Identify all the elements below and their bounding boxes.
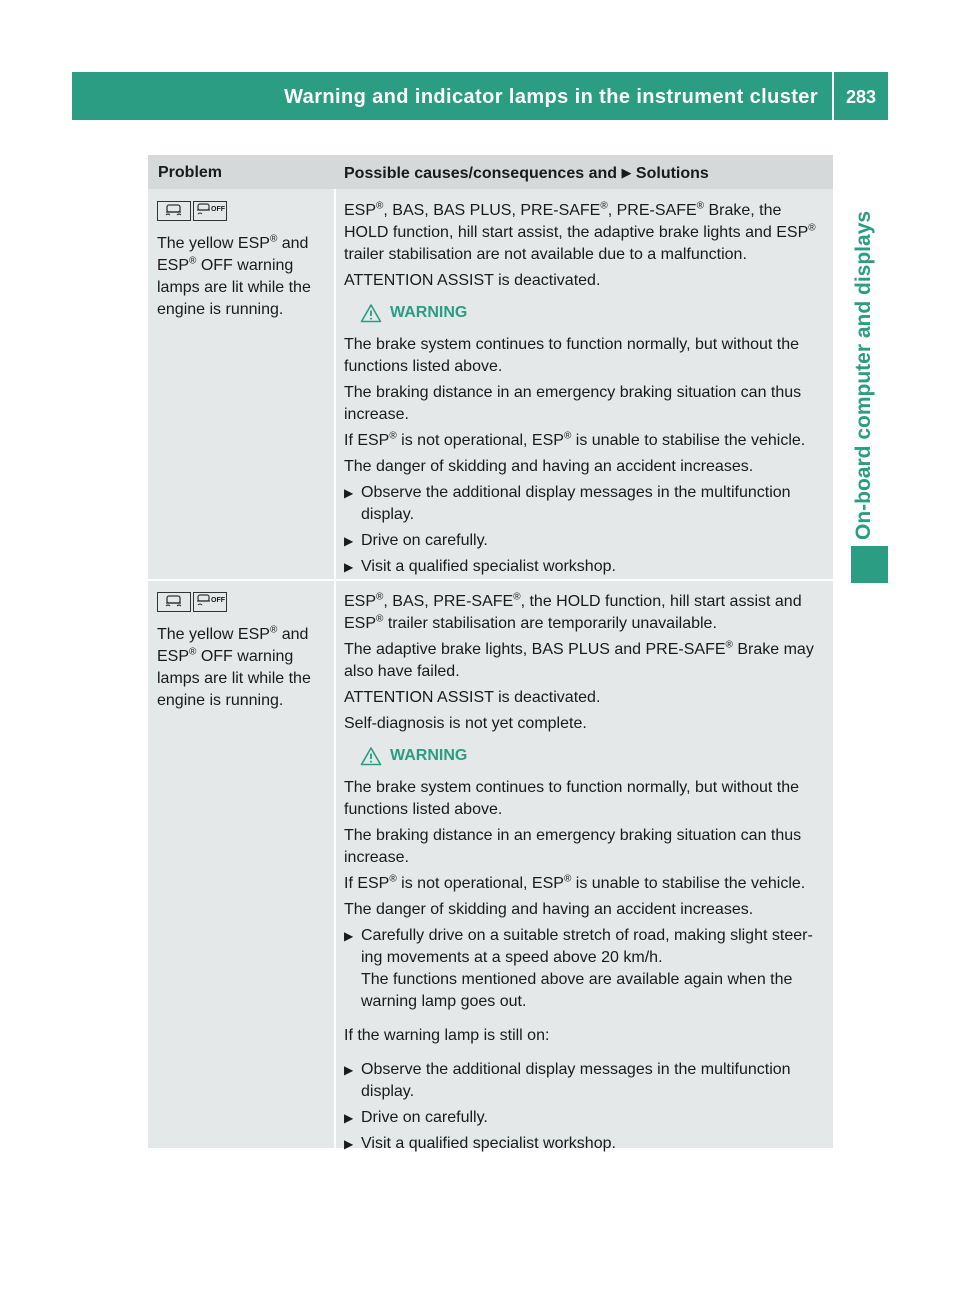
warning-heading xyxy=(360,745,830,767)
off-label: OFF xyxy=(211,597,225,604)
warning-text-part: is unable to stabilise the vehicle. xyxy=(571,875,806,892)
registered-mark: ® xyxy=(725,639,733,651)
problem-line: engine is running. xyxy=(157,692,284,709)
cause-text: The adaptive brake lights, BAS PLUS and PRE-SAFE xyxy=(344,641,726,658)
registered-mark: ® xyxy=(600,200,608,212)
step-note: The functions mentioned above are available again when the warning lamp goes out. xyxy=(361,971,793,1010)
instruction-step xyxy=(344,925,830,1013)
esp-warning-lamp-icon xyxy=(157,592,191,612)
cause-text: , the HOLD function, hill start assist and ESP xyxy=(344,593,802,632)
registered-mark: ® xyxy=(563,430,572,442)
page-number: 283 xyxy=(845,87,877,107)
cause-text: , BAS, PRE-SAFE xyxy=(383,593,514,610)
column-divider xyxy=(334,189,336,1148)
warning-text-part: If ESP xyxy=(344,432,390,449)
chapter-tab-label: On-board computer and displays xyxy=(852,210,875,540)
registered-mark: ® xyxy=(376,591,384,603)
cause-text: , BAS, BAS PLUS, PRE-SAFE xyxy=(383,202,601,219)
cause-paragraph: If the warning lamp is still on: xyxy=(344,1027,550,1044)
table-row-1-causes xyxy=(344,200,830,582)
cause-paragraph: ATTENTION ASSIST is deactivated. xyxy=(344,689,601,706)
play-arrow-icon: ▶ xyxy=(621,165,632,180)
instruction-step xyxy=(344,1133,830,1155)
warning-text: The danger of skidding and having an accident increases. xyxy=(344,901,754,918)
registered-mark: ® xyxy=(189,646,197,658)
warning-heading xyxy=(360,302,830,324)
table-row-2-causes xyxy=(344,591,830,1159)
registered-mark: ® xyxy=(696,200,705,212)
cause-paragraph xyxy=(344,639,830,683)
problem-line: ESP xyxy=(157,257,190,274)
step-text: Carefully drive on a suitable stretch of road, making slight steer-ing movements at a speed above 20 km/h. xyxy=(361,927,813,966)
causes-header-text: Possible causes/consequences and xyxy=(344,165,618,182)
column-header-problem: Problem xyxy=(158,164,223,181)
off-label: OFF xyxy=(211,206,225,213)
problem-text xyxy=(157,624,329,712)
cause-text: trailer stabilisation are temporarily unavailable. xyxy=(383,615,717,632)
spacer xyxy=(344,1017,830,1025)
problem-line: lamps are lit while the xyxy=(157,670,311,687)
warning-text xyxy=(344,430,830,452)
chapter-tab-marker xyxy=(851,546,888,583)
problem-line: The yellow ESP xyxy=(157,235,270,252)
problem-line: ESP xyxy=(157,648,190,665)
step-arrow-icon: ▶ xyxy=(344,929,354,943)
registered-mark: ® xyxy=(269,233,278,245)
table-row-2-problem xyxy=(157,592,329,716)
warning-triangle-icon xyxy=(360,303,382,323)
cause-paragraph xyxy=(344,591,830,635)
warning-triangle-icon xyxy=(360,746,382,766)
step-text: Observe the additional display messages in the multifunction display. xyxy=(361,1061,791,1100)
registered-mark: ® xyxy=(808,222,816,234)
step-text: Visit a qualified specialist workshop. xyxy=(361,558,616,575)
step-arrow-icon: ▶ xyxy=(344,1111,354,1125)
warning-label: WARNING xyxy=(390,747,468,764)
section-title: Warning and indicator lamps in the instrument cluster xyxy=(284,86,818,108)
warning-text: The brake system continues to function normally, but without the functions listed above. xyxy=(344,779,800,818)
problem-line: and xyxy=(277,235,309,252)
warning-text-part: is unable to stabilise the vehicle. xyxy=(571,432,806,449)
problem-line: engine is running. xyxy=(157,301,284,318)
instruction-step xyxy=(344,530,830,552)
step-arrow-icon: ▶ xyxy=(344,560,354,574)
registered-mark: ® xyxy=(269,624,278,636)
cause-text: Brake may also have failed. xyxy=(344,641,814,680)
warning-text-part: If ESP xyxy=(344,875,390,892)
step-arrow-icon: ▶ xyxy=(344,486,354,500)
step-text: Visit a qualified specialist workshop. xyxy=(361,1135,616,1152)
warning-text-part: is not operational, ESP xyxy=(396,875,564,892)
table-row-1-problem xyxy=(157,201,329,325)
cause-text: ESP xyxy=(344,593,377,610)
lamp-icons xyxy=(157,201,329,227)
lamp-icons xyxy=(157,592,329,618)
esp-off-warning-lamp-icon xyxy=(193,592,227,612)
step-arrow-icon: ▶ xyxy=(344,1137,354,1151)
cause-text: Brake, the HOLD function, hill start assist, the adaptive brake lights and ESP xyxy=(344,202,809,241)
registered-mark: ® xyxy=(563,873,572,885)
problem-text xyxy=(157,233,329,321)
registered-mark: ® xyxy=(513,591,521,603)
cause-text: ESP xyxy=(344,202,377,219)
cause-paragraph: Self-diagnosis is not yet complete. xyxy=(344,715,587,732)
warning-text-part: is not operational, ESP xyxy=(396,432,564,449)
problem-line: OFF warning xyxy=(196,648,294,665)
registered-mark: ® xyxy=(389,430,397,442)
page-header xyxy=(72,72,888,120)
problem-line: lamps are lit while the xyxy=(157,279,311,296)
step-arrow-icon: ▶ xyxy=(344,1063,354,1077)
warning-label: WARNING xyxy=(390,304,468,321)
cause-paragraph: ATTENTION ASSIST is deactivated. xyxy=(344,272,601,289)
problem-line: The yellow ESP xyxy=(157,626,270,643)
warning-text: The braking distance in an emergency braking situation can thus increase. xyxy=(344,384,802,423)
instruction-step xyxy=(344,1059,830,1103)
cause-paragraph xyxy=(344,200,830,266)
warning-text: The danger of skidding and having an accident increases. xyxy=(344,458,754,475)
registered-mark: ® xyxy=(189,255,197,267)
step-text: Drive on carefully. xyxy=(361,1109,488,1126)
step-text: Drive on carefully. xyxy=(361,532,488,549)
warning-text xyxy=(344,873,830,895)
table-header xyxy=(148,155,833,189)
step-text: Observe the additional display messages in the multifunction display. xyxy=(361,484,791,523)
problem-line: OFF warning xyxy=(196,257,294,274)
cause-text: , PRE-SAFE xyxy=(607,202,697,219)
warning-text: The braking distance in an emergency braking situation can thus increase. xyxy=(344,827,802,866)
instruction-step xyxy=(344,482,830,526)
step-arrow-icon: ▶ xyxy=(344,534,354,548)
registered-mark: ® xyxy=(389,873,397,885)
esp-warning-lamp-icon xyxy=(157,201,191,221)
problem-line: and xyxy=(277,626,309,643)
spacer xyxy=(344,1051,830,1059)
solutions-header-text: Solutions xyxy=(635,165,709,182)
registered-mark: ® xyxy=(376,613,384,625)
cause-text: trailer stabilisation are not available due to a malfunction. xyxy=(344,246,747,263)
registered-mark: ® xyxy=(376,200,384,212)
warning-lamp-table xyxy=(148,155,833,1152)
esp-off-warning-lamp-icon xyxy=(193,201,227,221)
warning-text: The brake system continues to function normally, but without the functions listed above. xyxy=(344,336,800,375)
instruction-step xyxy=(344,1107,830,1129)
instruction-step xyxy=(344,556,830,578)
column-header-causes xyxy=(344,155,709,192)
